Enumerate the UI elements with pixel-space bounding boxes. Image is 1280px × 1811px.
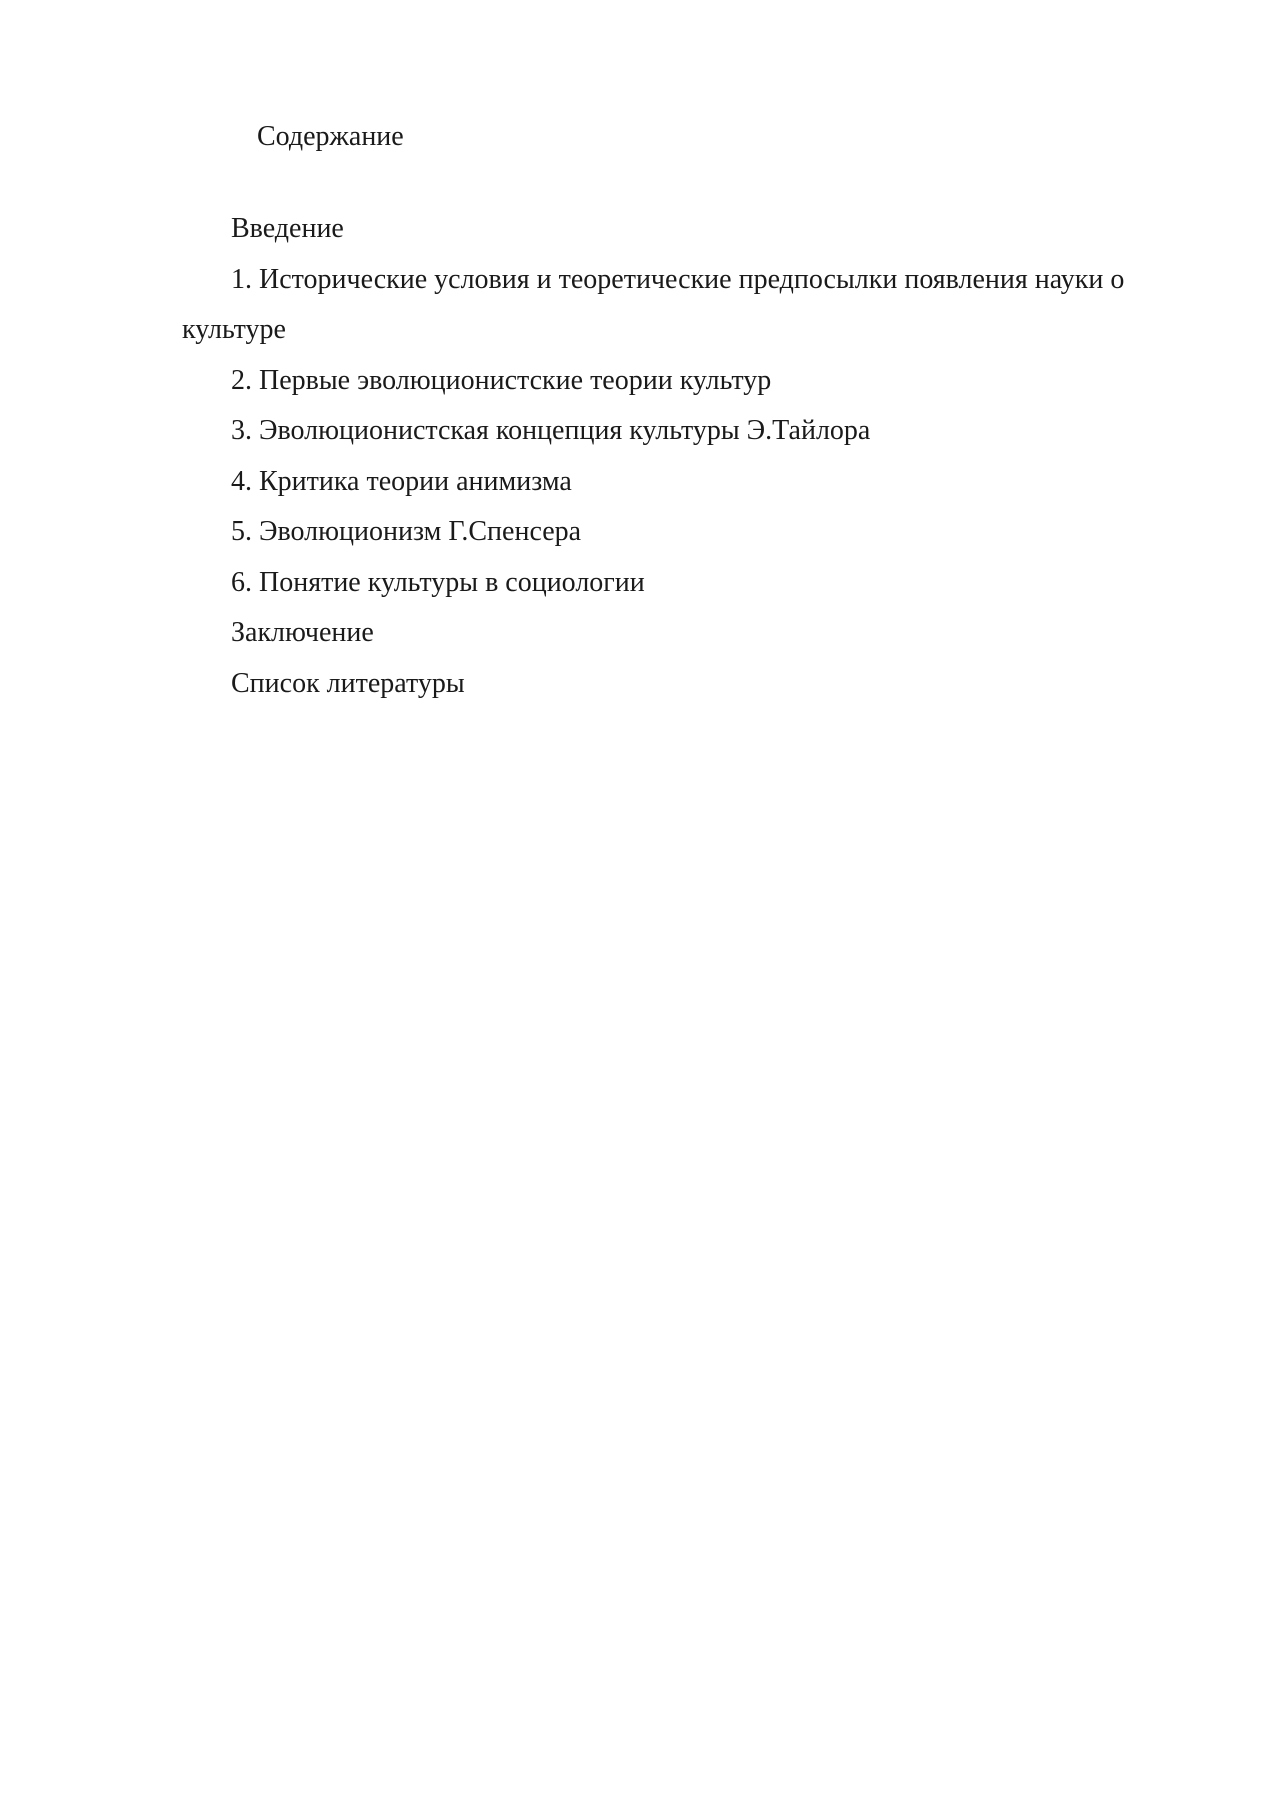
- toc-item-chapter-4: 4. Критика теории анимизма: [231, 465, 572, 497]
- toc-item-chapter-5: 5. Эволюционизм Г.Спенсера: [231, 516, 582, 547]
- toc-item-chapter-6: 6. Понятие культуры в социологии: [231, 566, 645, 598]
- toc-item-chapter-2: 2. Первые эволюционистские теории культур: [231, 364, 772, 396]
- toc-item-references: Список литературы: [231, 667, 465, 699]
- toc-item-conclusion: Заключение: [231, 617, 374, 648]
- toc-item-introduction: Введение: [231, 213, 344, 244]
- toc-item-chapter-3: 3. Эволюционистская концепция культуры Э.Тайлора: [231, 415, 871, 446]
- table-of-contents: [182, 204, 1177, 709]
- toc-item-chapter-1: 1. Исторические условия и теоретические предпосылки появления науки о культуре: [182, 263, 1125, 345]
- page-title: Содержание: [257, 121, 404, 152]
